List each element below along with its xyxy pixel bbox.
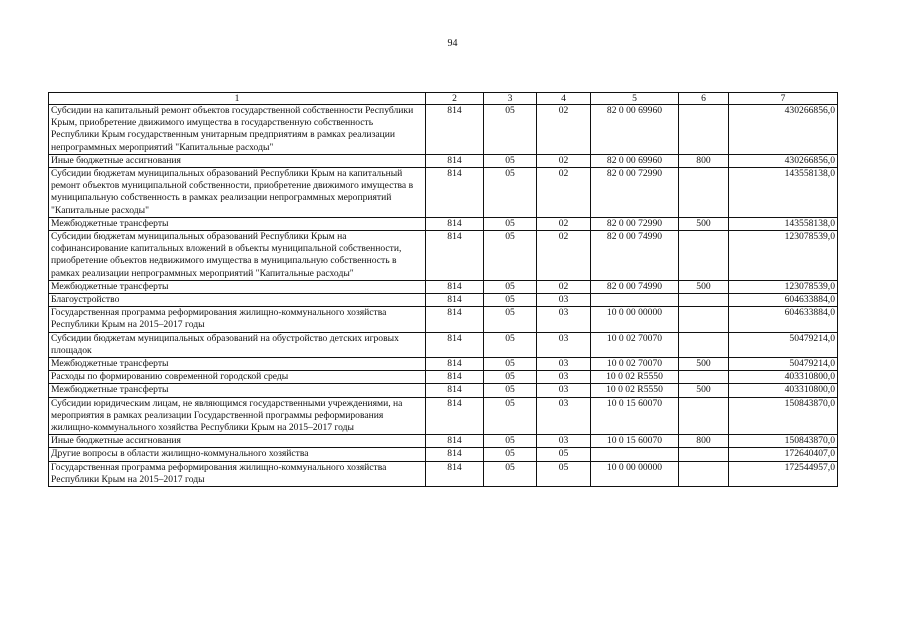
amount-cell: 143558138,0 xyxy=(729,168,838,218)
expense-name-cell: Другие вопросы в области жилищно-коммунального хозяйства xyxy=(49,448,426,461)
section-code-cell: 05 xyxy=(484,332,537,357)
expense-type-cell xyxy=(679,461,729,486)
expense-name-cell: Субсидии бюджетам муниципальных образований на обустройство детских игровых площадок xyxy=(49,332,426,357)
subsection-code-cell: 02 xyxy=(537,168,591,218)
section-code-cell: 05 xyxy=(484,358,537,371)
target-article-cell: 10 0 00 00000 xyxy=(591,461,679,486)
subsection-code-cell: 03 xyxy=(537,371,591,384)
table-body xyxy=(49,105,838,487)
target-article-cell: 10 0 15 60070 xyxy=(591,397,679,435)
expense-name-cell: Благоустройство xyxy=(49,294,426,307)
table-row xyxy=(49,105,838,155)
ministry-code-cell: 814 xyxy=(426,435,484,448)
target-article-cell: 82 0 00 72990 xyxy=(591,217,679,230)
subsection-code-cell: 03 xyxy=(537,435,591,448)
subsection-code-cell: 02 xyxy=(537,217,591,230)
amount-cell: 50479214,0 xyxy=(729,332,838,357)
expense-type-cell xyxy=(679,371,729,384)
subsection-code-cell: 05 xyxy=(537,448,591,461)
table-row xyxy=(49,461,838,486)
header-cell: 5 xyxy=(591,93,679,105)
expense-type-cell xyxy=(679,397,729,435)
section-code-cell: 05 xyxy=(484,384,537,397)
header-cell: 6 xyxy=(679,93,729,105)
header-cell: 4 xyxy=(537,93,591,105)
amount-cell: 403310800,0 xyxy=(729,371,838,384)
subsection-code-cell: 02 xyxy=(537,280,591,293)
ministry-code-cell: 814 xyxy=(426,358,484,371)
ministry-code-cell: 814 xyxy=(426,371,484,384)
ministry-code-cell: 814 xyxy=(426,294,484,307)
section-code-cell: 05 xyxy=(484,448,537,461)
table-row xyxy=(49,307,838,332)
header-row xyxy=(49,93,838,105)
subsection-code-cell: 03 xyxy=(537,294,591,307)
expense-type-cell xyxy=(679,231,729,281)
target-article-cell: 82 0 00 74990 xyxy=(591,280,679,293)
header-cell: 7 xyxy=(729,93,838,105)
table-row xyxy=(49,154,838,167)
target-article-cell xyxy=(591,448,679,461)
subsection-code-cell: 03 xyxy=(537,358,591,371)
subsection-code-cell: 02 xyxy=(537,231,591,281)
section-code-cell: 05 xyxy=(484,168,537,218)
expense-type-cell: 800 xyxy=(679,435,729,448)
ministry-code-cell: 814 xyxy=(426,332,484,357)
subsection-code-cell: 03 xyxy=(537,384,591,397)
section-code-cell: 05 xyxy=(484,217,537,230)
section-code-cell: 05 xyxy=(484,461,537,486)
ministry-code-cell: 814 xyxy=(426,397,484,435)
target-article-cell: 10 0 02 70070 xyxy=(591,332,679,357)
section-code-cell: 05 xyxy=(484,371,537,384)
amount-cell: 150843870,0 xyxy=(729,435,838,448)
amount-cell: 604633884,0 xyxy=(729,307,838,332)
expense-type-cell: 800 xyxy=(679,154,729,167)
expense-name-cell: Межбюджетные трансферты xyxy=(49,217,426,230)
subsection-code-cell: 05 xyxy=(537,461,591,486)
expense-name-cell: Межбюджетные трансферты xyxy=(49,384,426,397)
section-code-cell: 05 xyxy=(484,280,537,293)
section-code-cell: 05 xyxy=(484,154,537,167)
amount-cell: 403310800,0 xyxy=(729,384,838,397)
expense-type-cell: 500 xyxy=(679,217,729,230)
ministry-code-cell: 814 xyxy=(426,448,484,461)
target-article-cell: 10 0 02 R5550 xyxy=(591,384,679,397)
expense-name-cell: Расходы по формированию современной городской среды xyxy=(49,371,426,384)
table-row xyxy=(49,217,838,230)
amount-cell: 50479214,0 xyxy=(729,358,838,371)
expense-type-cell xyxy=(679,332,729,357)
subsection-code-cell: 02 xyxy=(537,154,591,167)
section-code-cell: 05 xyxy=(484,231,537,281)
expense-name-cell: Межбюджетные трансферты xyxy=(49,358,426,371)
amount-cell: 172544957,0 xyxy=(729,461,838,486)
expense-name-cell: Субсидии бюджетам муниципальных образований Республики Крым на капитальный ремонт объектов муниципальной собственности, приобретение движимого имущества в муниципальную собственность в рамках реализации непрограммных мероприятий "Капитальные расходы" xyxy=(49,168,426,218)
amount-cell: 150843870,0 xyxy=(729,397,838,435)
section-code-cell: 05 xyxy=(484,397,537,435)
table-row xyxy=(49,332,838,357)
ministry-code-cell: 814 xyxy=(426,105,484,155)
ministry-code-cell: 814 xyxy=(426,231,484,281)
header-cell: 2 xyxy=(426,93,484,105)
expense-name-cell: Иные бюджетные ассигнования xyxy=(49,154,426,167)
table-row xyxy=(49,294,838,307)
header-cell: 3 xyxy=(484,93,537,105)
table-row xyxy=(49,435,838,448)
table-row xyxy=(49,358,838,371)
table-row xyxy=(49,371,838,384)
amount-cell: 123078539,0 xyxy=(729,280,838,293)
budget-table xyxy=(48,92,838,487)
ministry-code-cell: 814 xyxy=(426,168,484,218)
table-row xyxy=(49,168,838,218)
section-code-cell: 05 xyxy=(484,435,537,448)
table-row xyxy=(49,384,838,397)
expense-type-cell xyxy=(679,307,729,332)
subsection-code-cell: 03 xyxy=(537,332,591,357)
target-article-cell: 10 0 02 70070 xyxy=(591,358,679,371)
amount-cell: 123078539,0 xyxy=(729,231,838,281)
expense-type-cell xyxy=(679,105,729,155)
table-row xyxy=(49,280,838,293)
table-row xyxy=(49,397,838,435)
ministry-code-cell: 814 xyxy=(426,217,484,230)
target-article-cell xyxy=(591,294,679,307)
subsection-code-cell: 02 xyxy=(537,105,591,155)
expense-name-cell: Субсидии бюджетам муниципальных образований Республики Крым на софинансирование капитальных вложений в объекты муниципальной собственности, приобретение объектов недвижимого имущества в муниципальную собственность в рамках реализации непрограммных мероприятий "Капитальные расходы" xyxy=(49,231,426,281)
target-article-cell: 10 0 15 60070 xyxy=(591,435,679,448)
expense-type-cell: 500 xyxy=(679,280,729,293)
expense-name-cell: Иные бюджетные ассигнования xyxy=(49,435,426,448)
ministry-code-cell: 814 xyxy=(426,384,484,397)
section-code-cell: 05 xyxy=(484,307,537,332)
expense-type-cell: 500 xyxy=(679,384,729,397)
amount-cell: 172640407,0 xyxy=(729,448,838,461)
target-article-cell: 82 0 00 72990 xyxy=(591,168,679,218)
expense-type-cell xyxy=(679,448,729,461)
expense-type-cell xyxy=(679,294,729,307)
header-cell: 1 xyxy=(49,93,426,105)
section-code-cell: 05 xyxy=(484,294,537,307)
table-row xyxy=(49,231,838,281)
amount-cell: 143558138,0 xyxy=(729,217,838,230)
ministry-code-cell: 814 xyxy=(426,280,484,293)
ministry-code-cell: 814 xyxy=(426,461,484,486)
expense-name-cell: Межбюджетные трансферты xyxy=(49,280,426,293)
target-article-cell: 82 0 00 69960 xyxy=(591,154,679,167)
expense-name-cell: Государственная программа реформирования жилищно-коммунального хозяйства Республики Крым на 2015–2017 годы xyxy=(49,461,426,486)
expense-type-cell xyxy=(679,168,729,218)
expense-name-cell: Государственная программа реформирования жилищно-коммунального хозяйства Республики Крым на 2015–2017 годы xyxy=(49,307,426,332)
target-article-cell: 10 0 00 00000 xyxy=(591,307,679,332)
expense-name-cell: Субсидии на капитальный ремонт объектов государственной собственности Республики Крым, приобретение движимого имущества в государственную собственность Республики Крым государственным унитарным предприятиям в рамках реализации непрограммных мероприятий "Капитальные расходы" xyxy=(49,105,426,155)
ministry-code-cell: 814 xyxy=(426,154,484,167)
table-row xyxy=(49,448,838,461)
expense-name-cell: Субсидии юридическим лицам, не являющимся государственными учреждениями, на мероприятия в рамках реализации Государственной программы реформирования жилищно-коммунального хозяйства Республики Крым на 2015–2017 годы xyxy=(49,397,426,435)
amount-cell: 430266856,0 xyxy=(729,154,838,167)
target-article-cell: 82 0 00 69960 xyxy=(591,105,679,155)
target-article-cell: 82 0 00 74990 xyxy=(591,231,679,281)
page-number: 94 xyxy=(447,38,458,49)
target-article-cell: 10 0 02 R5550 xyxy=(591,371,679,384)
section-code-cell: 05 xyxy=(484,105,537,155)
ministry-code-cell: 814 xyxy=(426,307,484,332)
amount-cell: 430266856,0 xyxy=(729,105,838,155)
subsection-code-cell: 03 xyxy=(537,307,591,332)
subsection-code-cell: 03 xyxy=(537,397,591,435)
amount-cell: 604633884,0 xyxy=(729,294,838,307)
expense-type-cell: 500 xyxy=(679,358,729,371)
